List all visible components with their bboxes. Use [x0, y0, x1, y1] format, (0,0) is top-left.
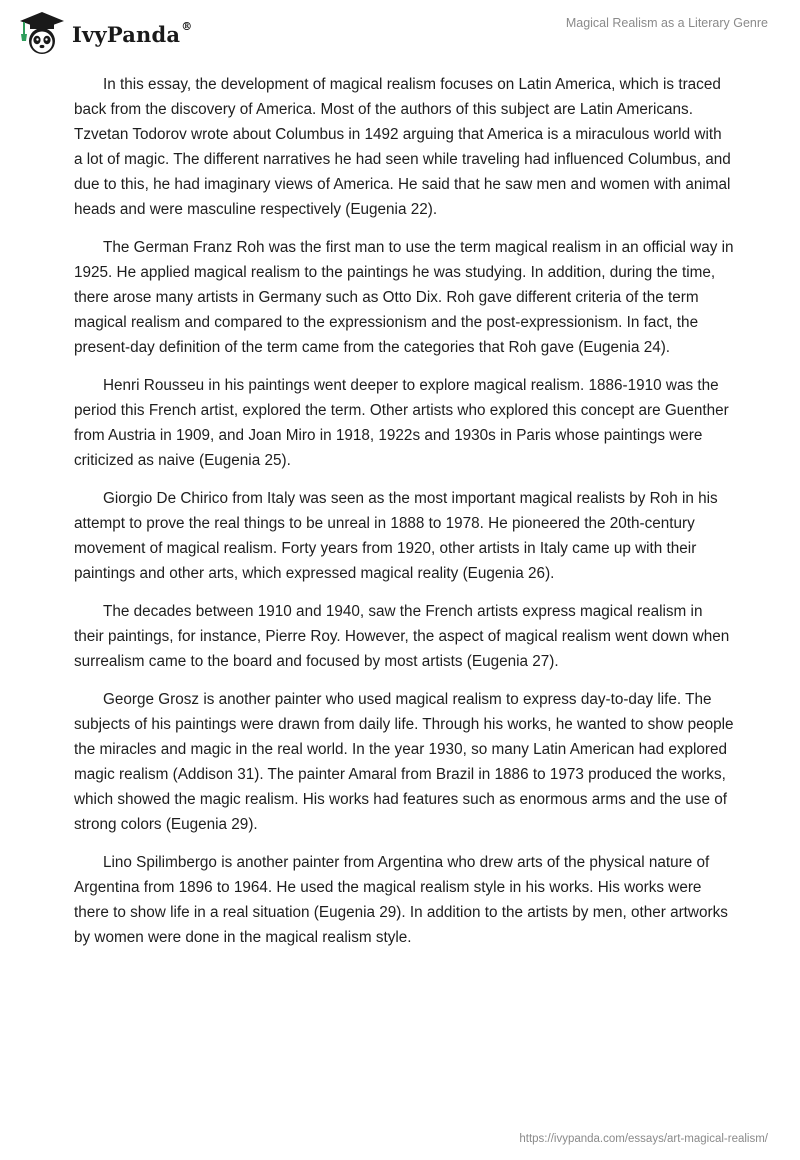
paragraph: Henri Rousseu in his paintings went deeper to explore magical realism. 1886-1910 was the period this French artist, explored the term. Other artists who explored this concept are Guenther from Austria in 1909, and Joan Miro in 1918, 1922s and 1930s in Paris whose paintings were criticized as naive (Eugenia 25).	[74, 377, 729, 469]
paragraph: Lino Spilimbergo is another painter from Argentina who drew arts of the physical nature of Argentina from 1896 to 1964. He used the magical realism style in his works. His works were there to show life in a real situation (Eugenia 29). In addition to the artists by men, other artworks by women were done in the magical realism style.	[74, 854, 728, 946]
page-header	[0, 0, 800, 60]
source-url-link[interactable]: https://ivypanda.com/essays/art-magical-realism/	[519, 1133, 768, 1145]
paragraph: George Grosz is another painter who used magical realism to express day-to-day life. The subjects of his paintings were drawn from daily life. Through his works, he wanted to show people the miracles and magic in the real world. In the year 1930, so many Latin American had explored magic realism (Addison 31). The painter Amaral from Brazil in 1886 to 1973 produced the works, which showed the magic realism. His works had features such as enormous arms and the use of strong colors (Eugenia 29).	[74, 691, 734, 833]
essay-body	[74, 72, 734, 963]
paragraph: Giorgio De Chirico from Italy was seen as the most important magical realists by Roh in his attempt to prove the real things to be unreal in 1888 to 1978. He pioneered the 20th-century movement of magical realism. Forty years from 1920, other artists in Italy came up with their paintings and other arts, which expressed magical reality (Eugenia 26).	[74, 490, 718, 582]
paragraph: The decades between 1910 and 1940, saw the French artists express magical realism in their paintings, for instance, Pierre Roy. However, the aspect of magical realism went down when surrealism came to the board and focused by most artists (Eugenia 27).	[74, 603, 730, 670]
paragraph: In this essay, the development of magical realism focuses on Latin America, which is traced back from the discovery of America. Most of the authors of this subject are Latin Americans. Tzvetan Todorov wrote about Columbus in 1492 arguing that America is a miraculous world with a lot of magic. The different narratives he had seen while traveling had influenced Columbus, and due to this, he had imaginary views of America. He said that he saw men and women with animal heads and were masculine respectively (Eugenia 22).	[74, 76, 731, 218]
registered-mark: ®	[181, 19, 193, 33]
document-title: Magical Realism as a Literary Genre	[565, 16, 768, 30]
paragraph: The German Franz Roh was the first man to use the term magical realism in an official way in 1925. He applied magical realism to the paintings he was studying. In addition, during the time, there arose many artists in Germany such as Otto Dix. Roh gave different criteria of the term magical realism and compared to the expressionism and the post-expressionism. In fact, the present-day definition of the term came from the categories that Roh gave (Eugenia 24).	[74, 239, 734, 356]
brand-logo[interactable]	[16, 10, 192, 56]
panda-graduate-icon	[16, 10, 68, 56]
brand-name: IvyPanda®	[72, 19, 193, 47]
